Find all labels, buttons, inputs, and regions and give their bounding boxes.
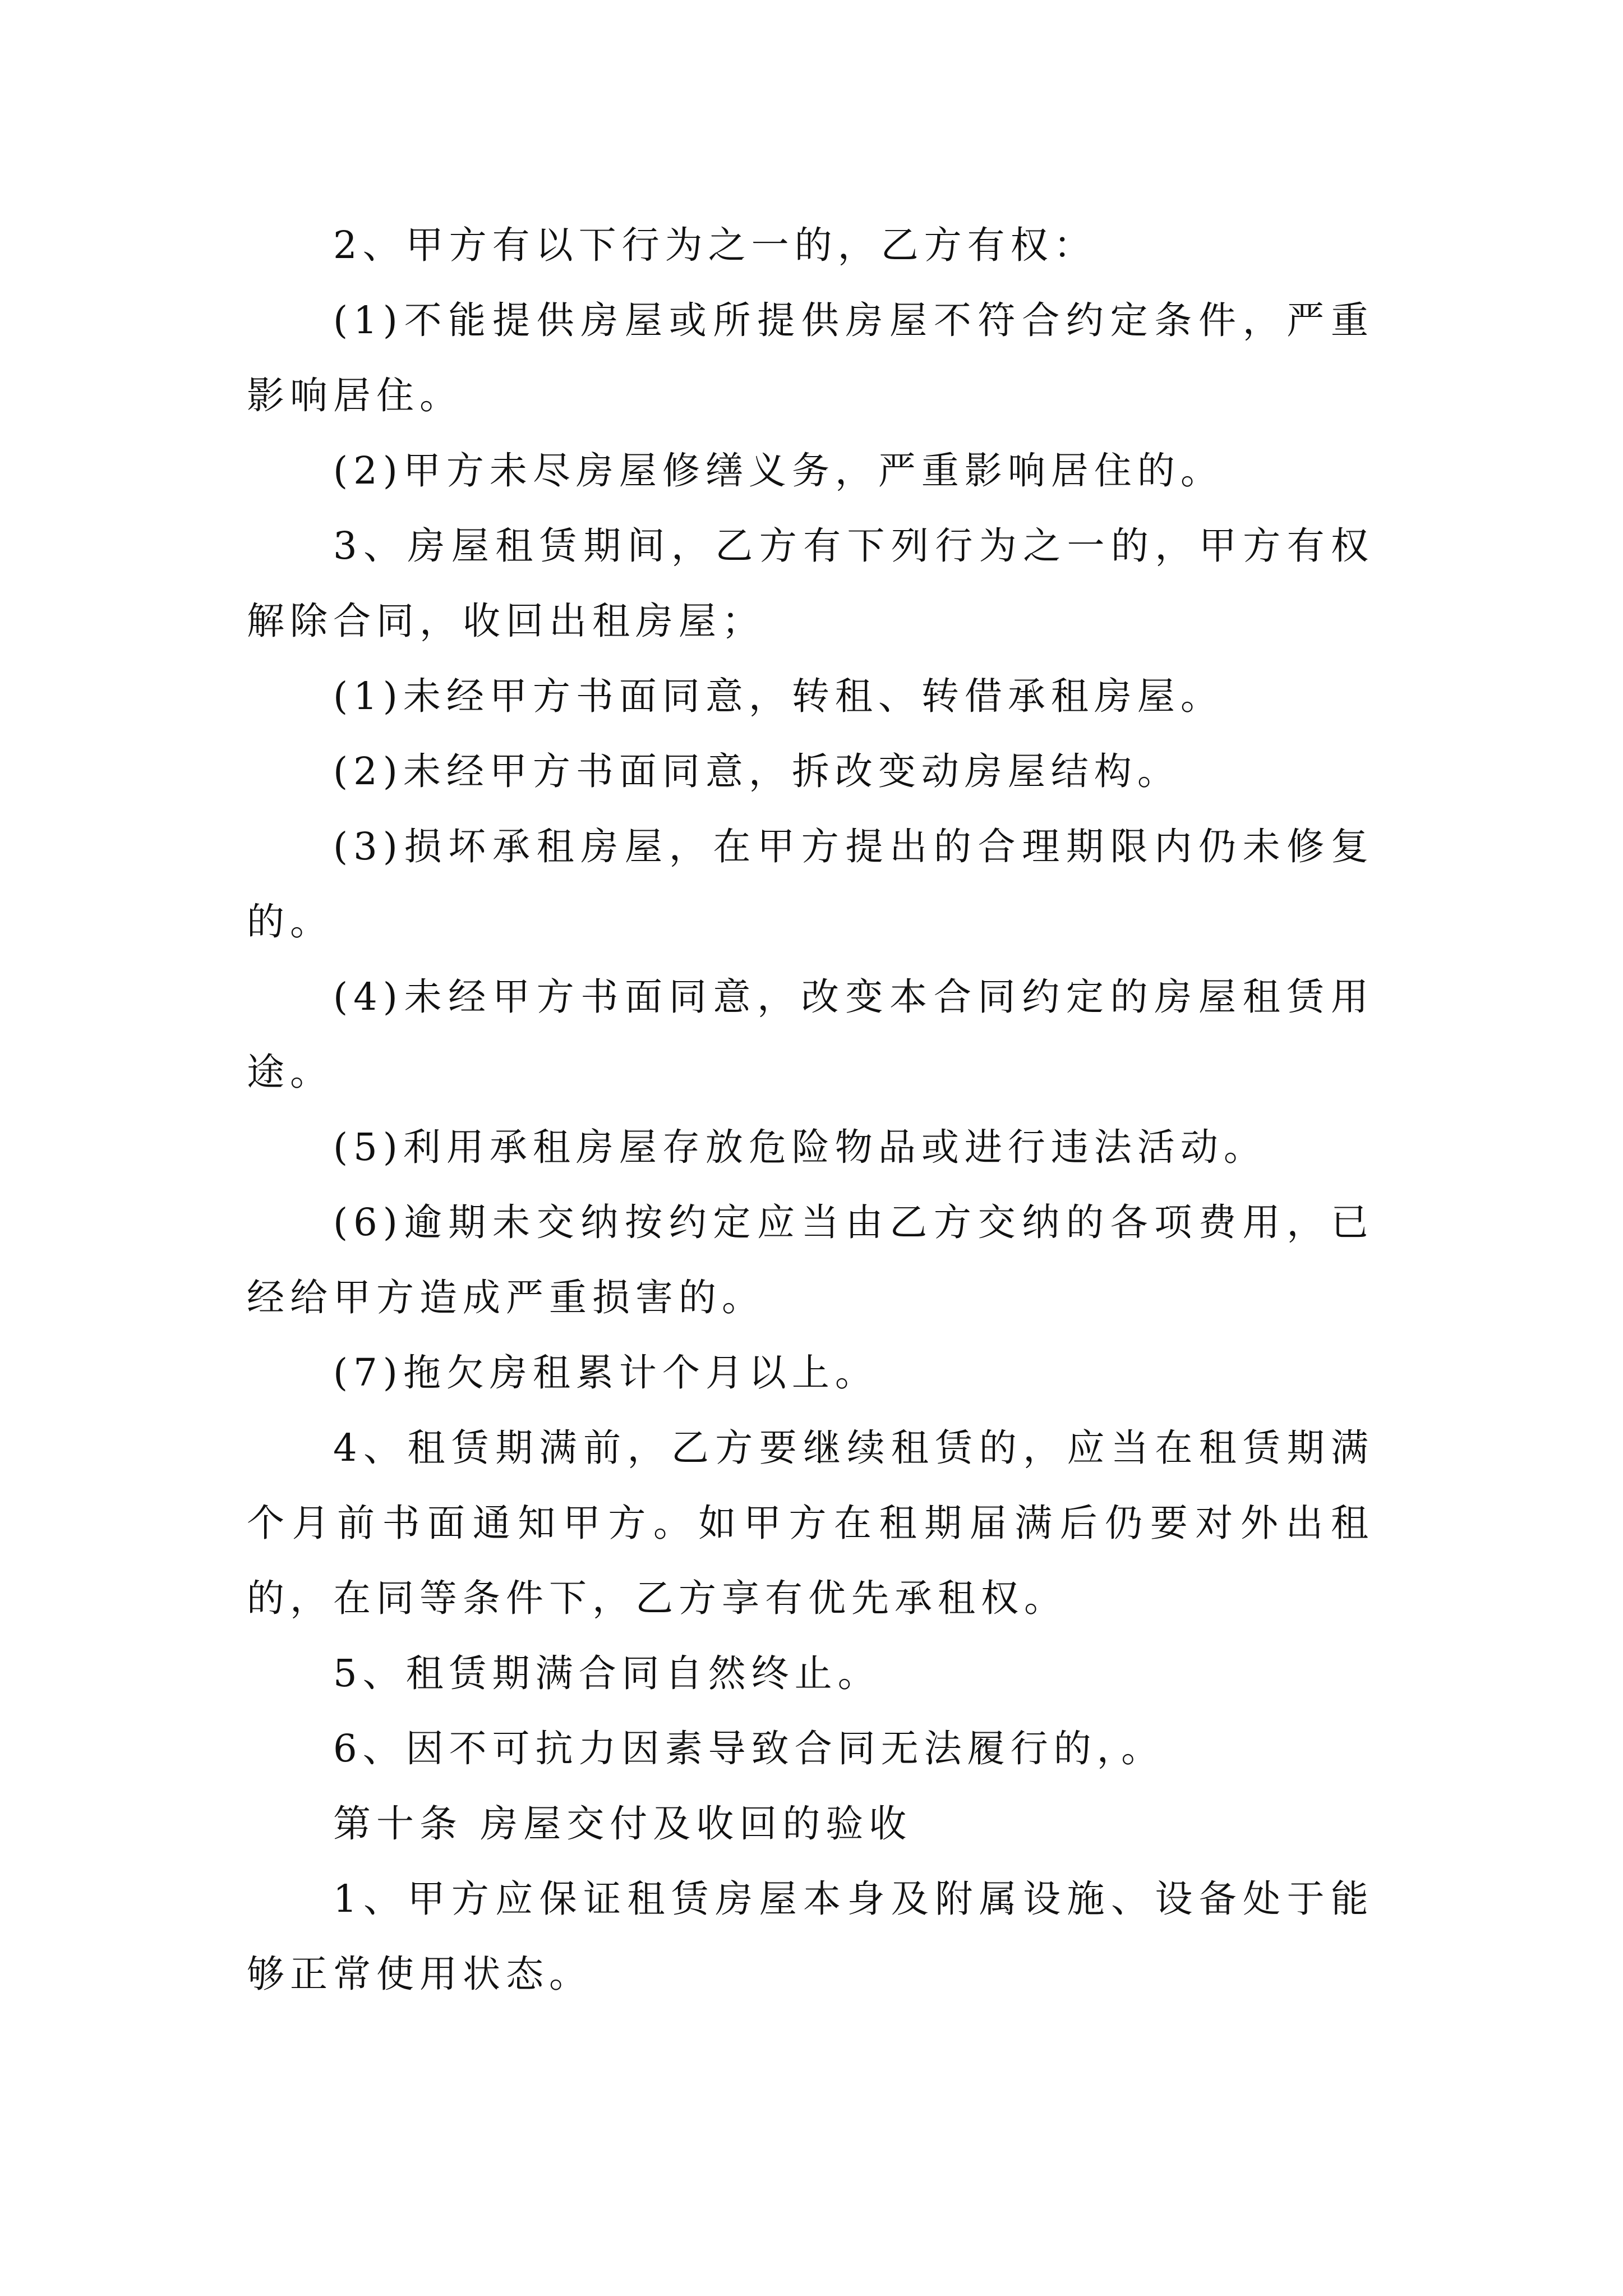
paragraph-lessor-right-2: (2)未经甲方书面同意，拆改变动房屋结构。 <box>333 749 1181 793</box>
paragraph-renewal: 4、租赁期满前，乙方要继续租赁的，应当在租赁期满个月前书面通知甲方。如甲方在租期届满后仍要对外出租的，在同等条件下，乙方享有优先承租权。 <box>247 1426 1374 1620</box>
paragraph-lessor-right-7: (7)拖欠房租累计个月以上。 <box>333 1351 878 1395</box>
paragraph-lessee-right-2: (2)甲方未尽房屋修缮义务，严重影响居住的。 <box>333 449 1224 493</box>
paragraph-lessee-rights-intro: 2、甲方有以下行为之一的，乙方有权： <box>333 223 1097 267</box>
paragraph-lessor-rights-intro: 3、房屋租赁期间，乙方有下列行为之一的，甲方有权解除合同，收回出租房屋； <box>247 524 1374 643</box>
paragraph-force-majeure: 6、因不可抗力因素导致合同无法履行的，。 <box>333 1727 1165 1770</box>
paragraph-lessor-right-3: (3)损坏承租房屋，在甲方提出的合理期限内仍未修复的。 <box>247 825 1374 944</box>
paragraph-handover-1: 1、甲方应保证租赁房屋本身及附属设施、设备处于能够正常使用状态。 <box>247 1877 1374 1996</box>
document-body <box>247 208 1374 2012</box>
paragraph-lessor-right-5: (5)利用承租房屋存放危险物品或进行违法活动。 <box>333 1125 1267 1169</box>
paragraph-lessor-right-1: (1)未经甲方书面同意，转租、转借承租房屋。 <box>333 674 1224 718</box>
paragraph-expiry: 5、租赁期满合同自然终止。 <box>333 1651 881 1695</box>
paragraph-lessee-right-1: (1)不能提供房屋或所提供房屋不符合约定条件，严重影响居住。 <box>247 298 1374 417</box>
section-heading-article-10: 第十条 房屋交付及收回的验收 <box>333 1802 912 1846</box>
paragraph-lessor-right-6: (6)逾期未交纳按约定应当由乙方交纳的各项费用，已经给甲方造成严重损害的。 <box>247 1200 1374 1319</box>
paragraph-lessor-right-4: (4)未经甲方书面同意，改变本合同约定的房屋租赁用途。 <box>247 975 1374 1094</box>
